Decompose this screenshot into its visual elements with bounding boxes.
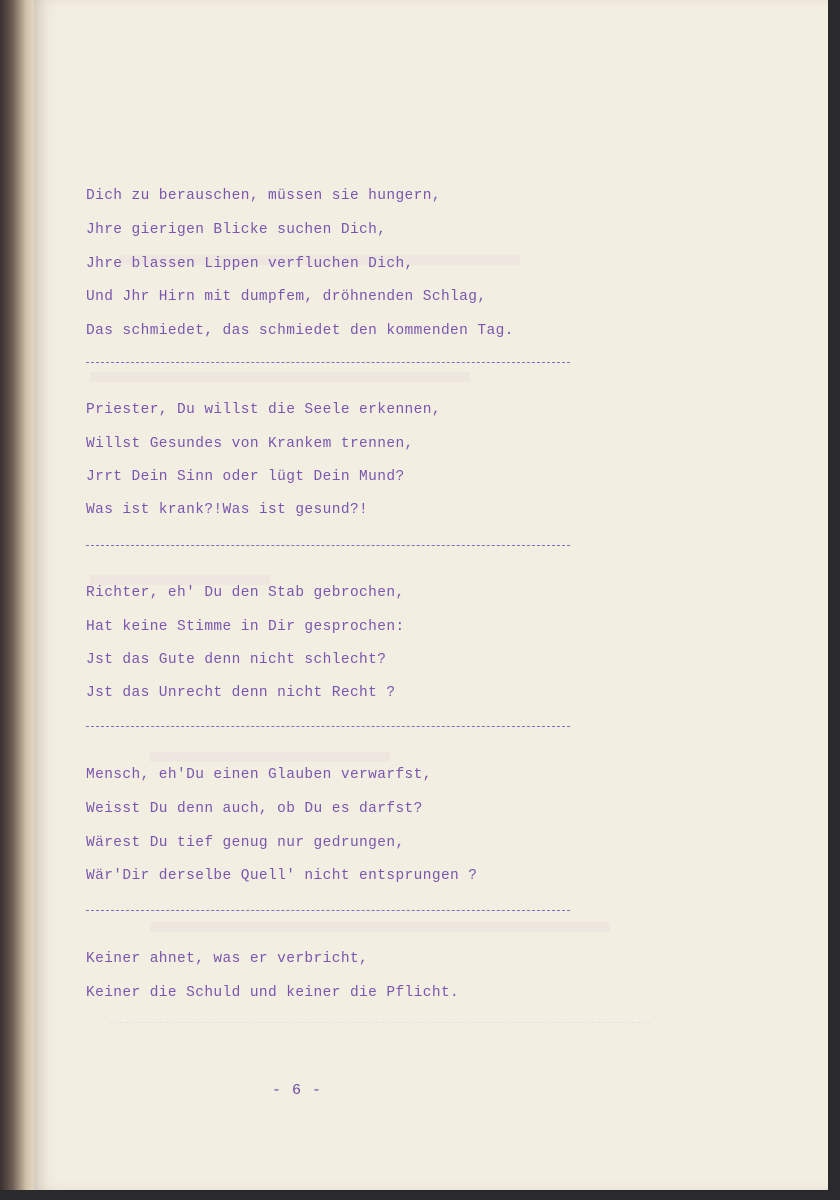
poem-line: Keiner die Schuld und keiner die Pflicht. [86, 985, 460, 1001]
poem-line: Was ist krank?!Was ist gesund?! [86, 502, 369, 518]
poem-line: Jhre blassen Lippen verfluchen Dich, [86, 256, 414, 272]
dashed-divider [86, 910, 570, 911]
poem-line: Wär'Dir derselbe Quell' nicht entsprungen ? [86, 868, 478, 884]
dashed-divider [86, 362, 570, 363]
poem-line: Priester, Du willst die Seele erkennen, [86, 402, 441, 418]
poem-line: Mensch, eh'Du einen Glauben verwarfst, [86, 767, 432, 783]
poem-line: Jst das Gute denn nicht schlecht? [86, 652, 387, 668]
background-strip [828, 0, 840, 1200]
poem-line: Willst Gesundes von Krankem trennen, [86, 436, 414, 452]
poem-line: Hat keine Stimme in Dir gesprochen: [86, 619, 405, 635]
poem-line: Jst das Unrecht denn nicht Recht ? [86, 685, 396, 701]
poem-line: Jhre gierigen Blicke suchen Dich, [86, 222, 387, 238]
poem-line: Richter, eh' Du den Stab gebrochen, [86, 585, 405, 601]
page-number: - 6 - [272, 1082, 323, 1099]
poem-line: Keiner ahnet, was er verbricht, [86, 951, 369, 967]
poem-line: Jrrt Dein Sinn oder lügt Dein Mund? [86, 469, 405, 485]
poem-line: Und Jhr Hirn mit dumpfem, dröhnenden Schlag, [86, 289, 487, 305]
poem-line: Wärest Du tief genug nur gedrungen, [86, 835, 405, 851]
poem-line: Dich zu berauschen, müssen sie hungern, [86, 188, 441, 204]
background-strip-bottom [0, 1190, 840, 1200]
dashed-divider [86, 545, 570, 546]
poem-line: Weisst Du denn auch, ob Du es darfst? [86, 801, 423, 817]
poem-line: Das schmiedet, das schmiedet den kommenden Tag. [86, 323, 514, 339]
dashed-divider [86, 726, 570, 727]
